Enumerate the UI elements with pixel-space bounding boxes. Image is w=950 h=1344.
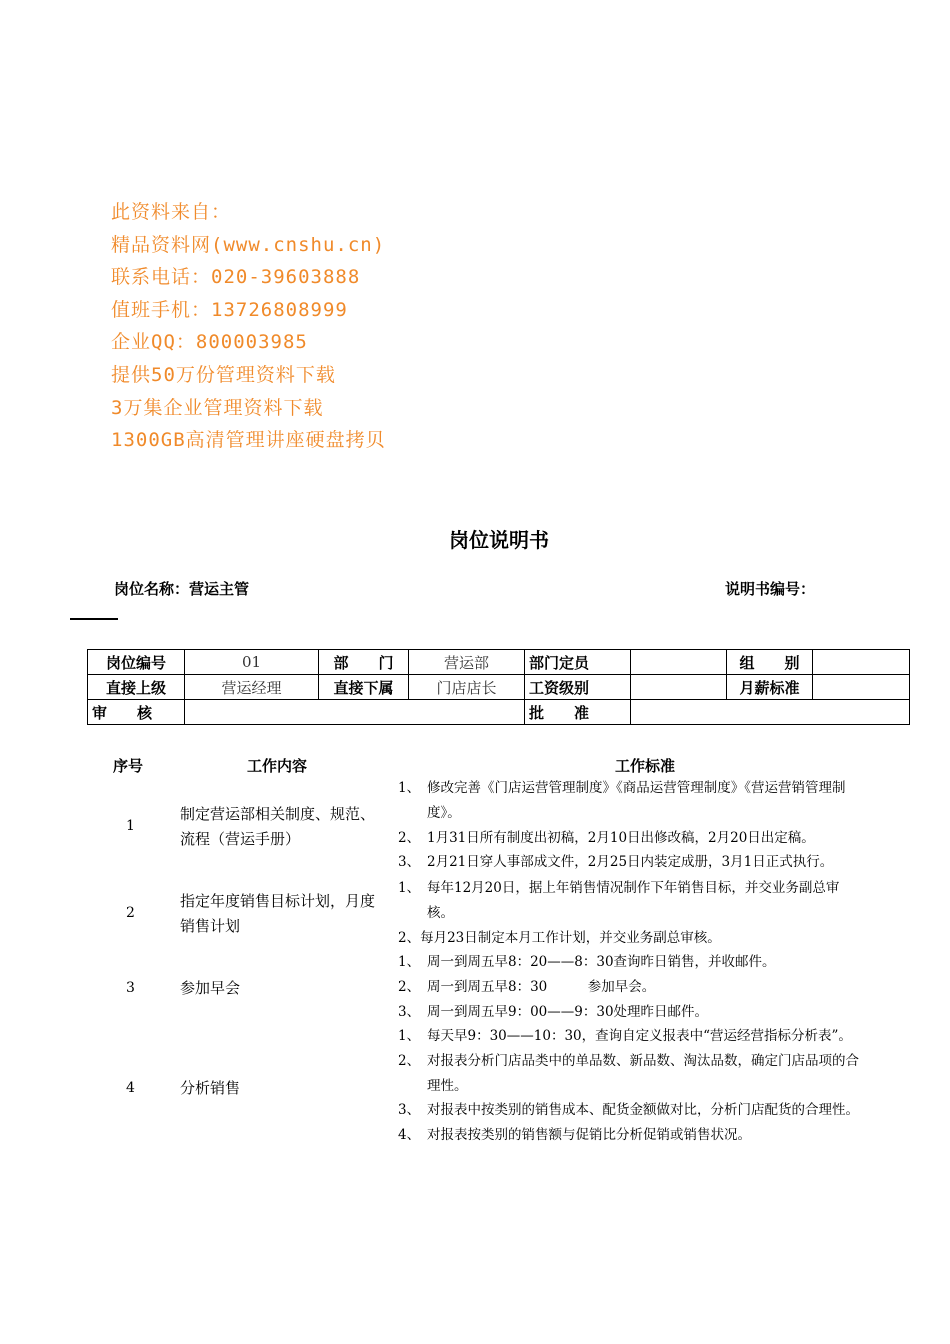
work-content: 制定营运部相关制度、规范、流程（营运手册） [180,805,376,848]
label-cell: 批 准 [525,700,631,725]
standard-line: 理性。 [427,1077,468,1094]
value-cell: 门店店长 [409,675,525,700]
standard-line: 4、 对报表按类别的销售额与促销比分析促销或销售状况。 [398,1127,751,1144]
work-content: 分析销售 [180,1079,241,1097]
value-cell: 营运部 [409,650,525,675]
label-cell: 部门定员 [525,650,631,675]
work-standard [398,776,903,875]
column-header-standard: 工作标准 [615,757,676,775]
position-name: 岗位名称：营运主管 [114,580,250,598]
value-cell [631,675,727,700]
table-row [88,650,910,675]
standard-line: 1、 每天早9：30——10：30，查询自定义报表中“营运经营指标分析表”。 [398,1028,852,1044]
promo-line: 1300GB高清管理讲座硬盘拷贝 [111,429,386,452]
value-cell [185,700,525,725]
standard-line: 1、 周一到周五早8：20——8：30查询昨日销售，并收邮件。 [398,954,776,970]
label-cell: 直接下属 [319,675,409,700]
document-title: 岗位说明书 [449,528,549,552]
value-cell: 01 [185,650,319,675]
promo-line: 联系电话：020-39603888 [111,266,361,289]
position-info-table [87,649,910,725]
promo-line: 精品资料网(www.cnshu.cn) [111,233,386,256]
work-standard [398,1024,903,1148]
table-row [88,675,910,700]
document-number-label: 说明书编号： [725,580,816,598]
promo-line: 值班手机：13726808999 [111,298,348,321]
promo-line: 企业QQ：800003985 [111,331,308,354]
column-header-content: 工作内容 [247,757,308,775]
promo-block [111,196,386,457]
table-row [88,700,910,725]
standard-line: 核。 [427,904,454,921]
standard-line: 1、 修改完善《门店运营管理制度》《商品运营管理制度》《营运营销管理制 [398,780,846,796]
divider [70,618,118,620]
standard-line: 1、 每年12月20日，据上年销售情况制作下年销售目标，并交业务副总审 [398,880,840,896]
label-cell: 岗位编号 [88,650,185,675]
row-number: 4 [126,1080,135,1096]
work-content: 指定年度销售目标计划，月度销售计划 [180,892,376,935]
value-cell [813,675,910,700]
row-number: 3 [126,980,135,996]
promo-line: 提供50万份管理资料下载 [111,363,336,386]
value-cell [813,650,910,675]
label-cell: 月薪标准 [727,675,813,700]
promo-line: 此资料来自： [111,201,232,223]
standard-line: 2、 对报表分析门店品类中的单品数、新品数、淘汰品数，确定门店品项的合 [398,1052,859,1069]
standard-line: 3、 对报表中按类别的销售成本、配货金额做对比，分析门店配货的合理性。 [398,1102,859,1119]
work-standard [398,950,903,1024]
value-cell [631,650,727,675]
row-number: 1 [126,818,135,834]
label-cell: 工资级别 [525,675,631,700]
value-cell [631,700,910,725]
label-cell: 部 门 [319,650,409,675]
value-cell: 营运经理 [185,675,319,700]
label-cell: 直接上级 [88,675,185,700]
standard-line: 2、 周一到周五早8：30 参加早会。 [398,978,656,995]
standard-line: 度》。 [427,804,461,821]
work-content: 参加早会 [180,979,241,997]
row-number: 2 [126,905,135,921]
work-standard [398,876,903,950]
standard-line: 3、 2月21日穿人事部成文件，2月25日内装定成册，3月1日正式执行。 [398,854,834,871]
standard-line: 2、 1月31日所有制度出初稿，2月10日出修改稿，2月20日出定稿。 [398,829,815,846]
standard-line: 3、 周一到周五早9：00——9：30处理昨日邮件。 [398,1003,709,1020]
column-header-no: 序号 [113,757,144,775]
label-cell: 审 核 [88,700,185,725]
promo-line: 3万集企业管理资料下载 [111,396,324,419]
standard-line: 2、每月23日制定本月工作计划，并交业务副总审核。 [398,929,721,946]
label-cell: 组 别 [727,650,813,675]
